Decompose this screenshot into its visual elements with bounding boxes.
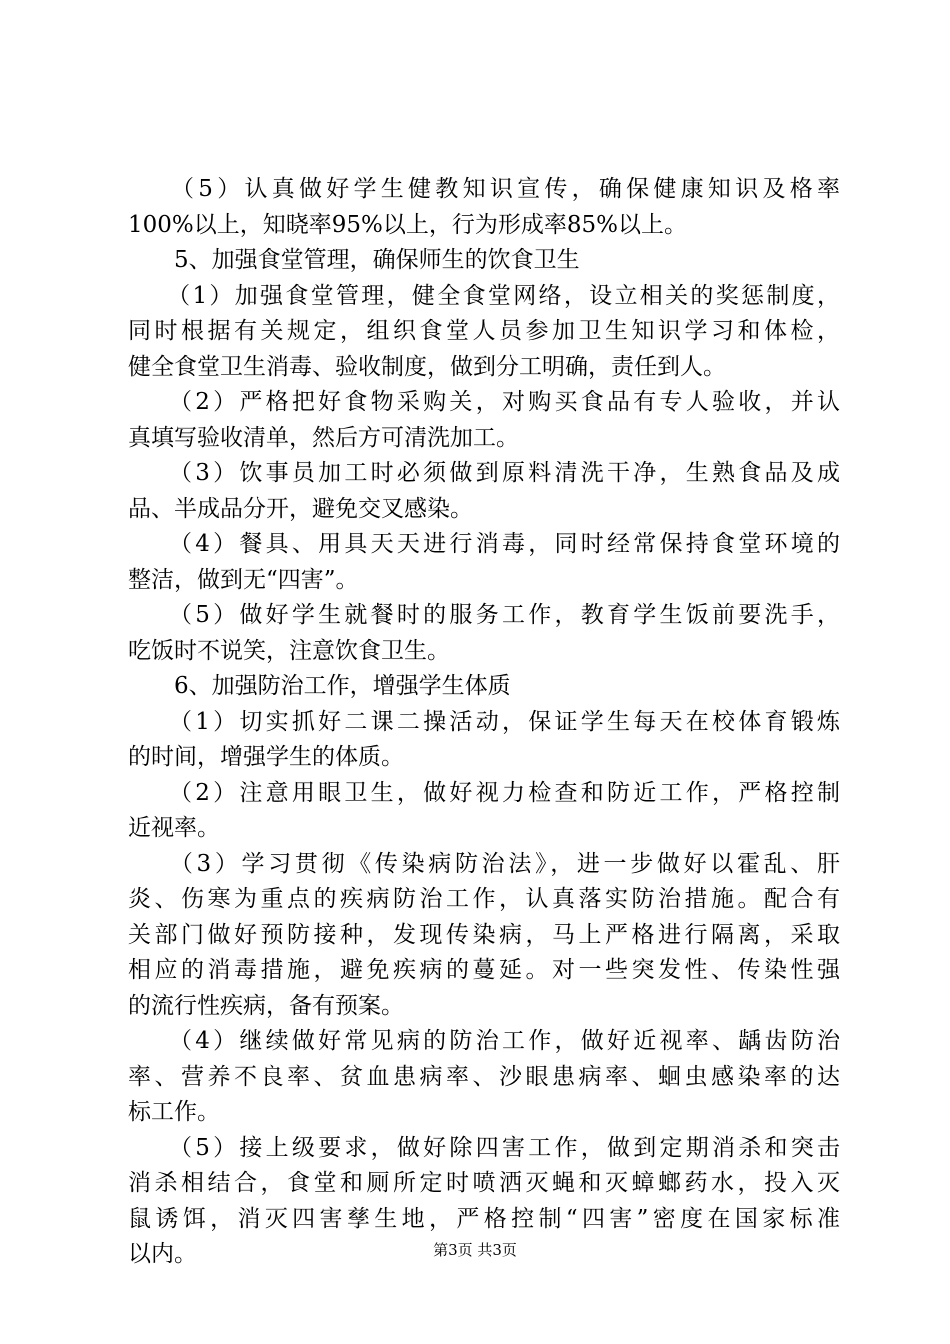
text-line: 以内。 (128, 1241, 197, 1267)
text-line: （3）学习贯彻《传染病防治法》，进一步做好以霍乱、肝 (128, 850, 840, 877)
text-line: 6、加强防治工作，增强学生体质 (128, 673, 511, 699)
text-line: （1）切实抓好二课二操活动，保证学生每天在校体育锻炼 (128, 708, 840, 735)
text-line: 真填写验收清单，然后方可清洗加工。 (128, 424, 519, 451)
text-line: 100%以上，知晓率95%以上，行为形成率85%以上。 (128, 211, 687, 238)
text-line: 品、半成品分开，避免交叉感染。 (128, 495, 473, 522)
text-line: 率、营养不良率、贫血患病率、沙眼患病率、蛔虫感染率的达 (128, 1063, 840, 1090)
text-line: 标工作。 (128, 1099, 220, 1125)
text-line: （3）饮事员加工时必须做到原料清洗干净，生熟食品及成 (128, 460, 840, 486)
text-line: （1）加强食堂管理，健全食堂网络，设立相关的奖惩制度， (128, 282, 840, 309)
text-line: 的流行性疾病，备有预案。 (128, 992, 404, 1019)
text-line: （2）严格把好食物采购关，对购买食品有专人验收，并认 (128, 389, 840, 415)
text-line: （4）餐具、用具天天进行消毒，同时经常保持食堂环境的 (128, 531, 840, 557)
text-line: （2）注意用眼卫生，做好视力检查和防近工作，严格控制 (128, 779, 840, 806)
text-line: 消杀相结合，食堂和厕所定时喷洒灭蝇和灭蟑螂药水，投入灭 (128, 1170, 840, 1196)
text-line: 同时根据有关规定，组织食堂人员参加卫生知识学习和体检， (128, 318, 840, 344)
text-line: 吃饭时不说笑，注意饮食卫生。 (128, 637, 450, 664)
text-line: 相应的消毒措施，避免疾病的蔓延。对一些突发性、传染性强 (128, 957, 840, 983)
text-line: 鼠诱饵，消灭四害孳生地，严格控制“四害”密度在国家标准 (128, 1205, 840, 1232)
page-footer: 第3页 共3页 (433, 1241, 517, 1259)
text-line: 近视率。 (128, 815, 220, 841)
text-line: （5）做好学生就餐时的服务工作，教育学生饭前要洗手， (128, 602, 840, 628)
document-body (128, 172, 840, 1273)
text-line: 5、加强食堂管理，确保师生的饮食卫生 (128, 247, 580, 273)
text-line: （5）认真做好学生健教知识宣传，确保健康知识及格率 (128, 176, 840, 202)
text-line: 的时间，增强学生的体质。 (128, 744, 404, 770)
text-line: 整洁，做到无“四害”。 (128, 566, 359, 593)
text-line: 关部门做好预防接种，发现传染病，马上严格进行隔离，采取 (128, 921, 840, 948)
text-line: （5）接上级要求，做好除四害工作，做到定期消杀和突击 (128, 1134, 840, 1161)
text-line: 健全食堂卫生消毒、验收制度，做到分工明确，责任到人。 (128, 353, 726, 380)
text-line: （4）继续做好常见病的防治工作，做好近视率、龋齿防治 (128, 1028, 840, 1054)
text-line: 炎、伤寒为重点的疾病防治工作，认真落实防治措施。配合有 (128, 886, 840, 912)
